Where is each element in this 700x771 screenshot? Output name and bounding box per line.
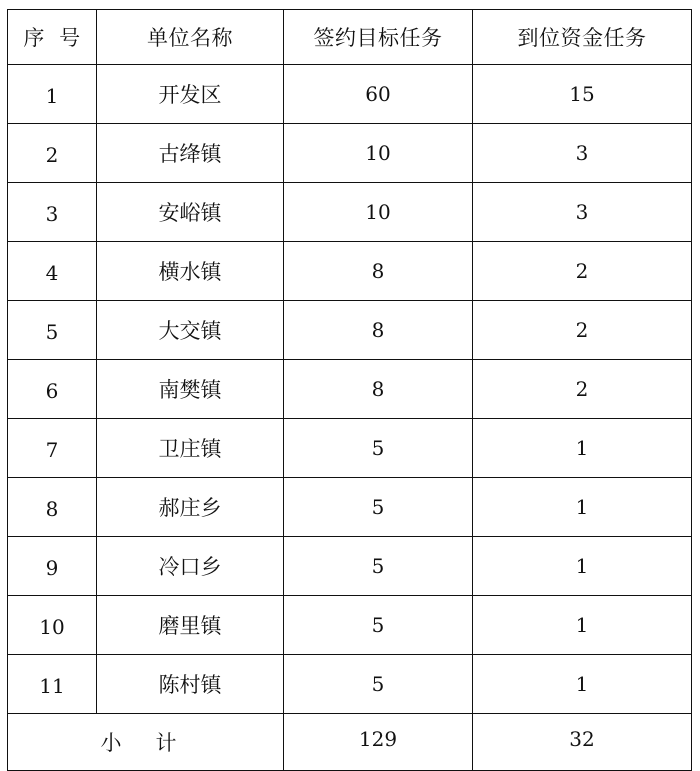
row-seq: 1 [8, 65, 97, 124]
table-row [8, 124, 692, 183]
row-signing-target: 8 [284, 360, 473, 419]
table-row [8, 655, 692, 714]
row-unit-name: 开发区 [97, 65, 284, 124]
row-unit-name: 陈村镇 [97, 655, 284, 714]
row-funding-target: 3 [473, 124, 692, 183]
subtotal-funding-target [473, 714, 692, 771]
row-unit-name: 横水镇 [97, 242, 284, 301]
row-unit-name: 南樊镇 [97, 360, 284, 419]
row-unit-name: 磨里镇 [97, 596, 284, 655]
row-signing-target: 5 [284, 655, 473, 714]
row-funding-target: 1 [473, 478, 692, 537]
row-signing-target: 10 [284, 183, 473, 242]
row-unit-name: 冷口乡 [97, 537, 284, 596]
row-unit-name: 大交镇 [97, 301, 284, 360]
table-row [8, 596, 692, 655]
table-row [8, 183, 692, 242]
table-row [8, 478, 692, 537]
row-funding-target: 1 [473, 537, 692, 596]
task-table [7, 9, 692, 771]
row-seq: 2 [8, 124, 97, 183]
table-row [8, 537, 692, 596]
header-unit-name: 单位名称 [97, 10, 284, 65]
row-seq: 11 [8, 655, 97, 714]
table-row [8, 419, 692, 478]
subtotal-row [8, 714, 692, 771]
subtotal-label: 小计 [100, 731, 211, 755]
row-signing-target: 10 [284, 124, 473, 183]
row-seq: 10 [8, 596, 97, 655]
header-funding-target: 到位资金任务 [473, 10, 692, 65]
task-table-container [7, 9, 692, 771]
row-funding-target: 2 [473, 242, 692, 301]
row-unit-name: 安峪镇 [97, 183, 284, 242]
row-unit-name: 郝庄乡 [97, 478, 284, 537]
subtotal-funding-value: 32 [569, 727, 595, 751]
subtotal-label-cell [8, 714, 284, 771]
header-signing-target: 签约目标任务 [284, 10, 473, 65]
subtotal-signing-target [284, 714, 473, 771]
row-funding-target: 3 [473, 183, 692, 242]
row-funding-target: 1 [473, 596, 692, 655]
row-seq: 3 [8, 183, 97, 242]
row-seq: 6 [8, 360, 97, 419]
table-row [8, 360, 692, 419]
row-signing-target: 60 [284, 65, 473, 124]
row-funding-target: 15 [473, 65, 692, 124]
row-seq: 4 [8, 242, 97, 301]
row-funding-target: 1 [473, 419, 692, 478]
table-row [8, 301, 692, 360]
header-row [8, 10, 692, 65]
row-signing-target: 5 [284, 596, 473, 655]
row-seq: 7 [8, 419, 97, 478]
row-signing-target: 8 [284, 242, 473, 301]
row-unit-name: 卫庄镇 [97, 419, 284, 478]
row-signing-target: 5 [284, 537, 473, 596]
table-row [8, 65, 692, 124]
table-row [8, 242, 692, 301]
row-funding-target: 2 [473, 301, 692, 360]
subtotal-signing-value: 129 [358, 727, 398, 751]
row-funding-target: 1 [473, 655, 692, 714]
row-funding-target: 2 [473, 360, 692, 419]
row-seq: 8 [8, 478, 97, 537]
header-seq: 序 号 [8, 10, 97, 65]
row-seq: 5 [8, 301, 97, 360]
row-signing-target: 8 [284, 301, 473, 360]
row-seq: 9 [8, 537, 97, 596]
row-unit-name: 古绛镇 [97, 124, 284, 183]
row-signing-target: 5 [284, 478, 473, 537]
row-signing-target: 5 [284, 419, 473, 478]
